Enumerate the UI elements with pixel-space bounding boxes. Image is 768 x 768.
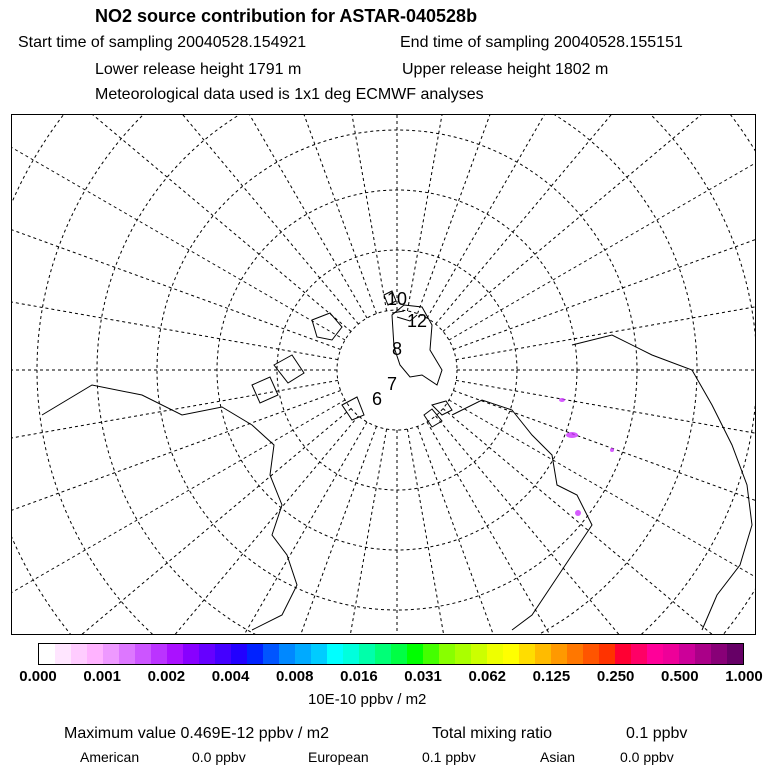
meridian-line bbox=[12, 380, 338, 526]
colorbar-segment bbox=[199, 644, 215, 664]
colorbar-segment bbox=[599, 644, 615, 664]
colorbar-tick-label: 0.000 bbox=[19, 668, 57, 685]
colorbar-segment bbox=[343, 644, 359, 664]
meridian-line bbox=[12, 115, 345, 340]
concentration-patch bbox=[575, 510, 581, 516]
polar-map bbox=[12, 115, 755, 634]
colorbar-segment bbox=[391, 644, 407, 664]
colorbar-segment bbox=[279, 644, 295, 664]
total-mixing-value: 0.1 ppbv bbox=[626, 725, 688, 742]
contour-label: 7 bbox=[387, 374, 398, 394]
meridian-line bbox=[12, 214, 338, 360]
meridian-line bbox=[12, 115, 358, 324]
asia-coastline bbox=[572, 335, 752, 630]
colorbar-segment bbox=[695, 644, 711, 664]
colorbar-segment bbox=[679, 644, 695, 664]
colorbar-tick-label: 0.001 bbox=[83, 668, 121, 685]
map-panel bbox=[11, 114, 756, 635]
colorbar-segment bbox=[423, 644, 439, 664]
colorbar-tick-label: 0.500 bbox=[661, 668, 699, 685]
meridian-line bbox=[418, 115, 705, 314]
colorbar-segment bbox=[39, 644, 55, 664]
end-time-label: End time of sampling 20040528.155151 bbox=[400, 34, 683, 51]
meridian-line bbox=[241, 429, 387, 634]
colorbar-tick-label: 0.125 bbox=[532, 668, 571, 685]
contour-label: 8 bbox=[392, 339, 403, 359]
colorbar-segment bbox=[311, 644, 327, 664]
meridian-line bbox=[427, 115, 755, 318]
meridian-line bbox=[436, 416, 755, 634]
meridian-line bbox=[241, 115, 387, 311]
american-value: 0.0 ppbv bbox=[192, 749, 246, 765]
colorbar-segment bbox=[455, 644, 471, 664]
colorbar-segment bbox=[551, 644, 567, 664]
meridian-line bbox=[449, 400, 755, 634]
colorbar-segment bbox=[231, 644, 247, 664]
asian-value: 0.0 ppbv bbox=[620, 749, 674, 765]
meridian-line bbox=[89, 426, 376, 634]
colorbar-tick-label: 1.000 bbox=[725, 668, 763, 685]
meridian-line bbox=[456, 214, 755, 360]
colorbar-segment bbox=[439, 644, 455, 664]
north-america-coastline bbox=[42, 385, 297, 630]
colorbar-segment bbox=[519, 644, 535, 664]
colorbar-segment bbox=[215, 644, 231, 664]
concentration-patch bbox=[610, 448, 614, 452]
meridian-line bbox=[12, 115, 341, 349]
colorbar-segment bbox=[119, 644, 135, 664]
colorbar-unit-label: 10E-10 ppbv / m2 bbox=[308, 691, 427, 708]
european-value: 0.1 ppbv bbox=[422, 749, 476, 765]
colorbar-segment bbox=[87, 644, 103, 664]
colorbar-segment bbox=[151, 644, 167, 664]
colorbar-tick-label: 0.031 bbox=[404, 668, 442, 685]
asian-label: Asian bbox=[540, 749, 576, 765]
colorbar-tick-label: 0.016 bbox=[340, 668, 378, 685]
colorbar-tick-label: 0.062 bbox=[468, 668, 507, 685]
meridian-line bbox=[453, 391, 755, 634]
upper-height-label: Upper release height 1802 m bbox=[402, 61, 609, 78]
colorbar-segment bbox=[487, 644, 503, 664]
canada-islands-coastline bbox=[252, 313, 342, 403]
colorbar-segment bbox=[55, 644, 71, 664]
concentration-patch bbox=[566, 432, 578, 438]
map-title: NO2 source contribution for ASTAR-040528b bbox=[95, 6, 478, 26]
contour-label: 12 bbox=[407, 311, 428, 331]
colorbar-segment bbox=[247, 644, 263, 664]
meridian-line bbox=[12, 416, 358, 634]
colorbar-segment bbox=[135, 644, 151, 664]
total-mixing-label: Total mixing ratio bbox=[432, 725, 553, 742]
start-time-label: Start time of sampling 20040528.154921 bbox=[18, 34, 307, 51]
american-label: American bbox=[80, 749, 140, 765]
colorbar-segment bbox=[615, 644, 631, 664]
colorbar-segment bbox=[567, 644, 583, 664]
colorbar-segment bbox=[71, 644, 87, 664]
concentration-patches bbox=[559, 398, 614, 516]
lower-height-label: Lower release height 1791 m bbox=[95, 61, 302, 78]
meridian-line bbox=[443, 115, 755, 331]
concentration-patch bbox=[559, 398, 565, 402]
colorbar-tick-label: 0.002 bbox=[147, 668, 186, 685]
colorbar-segment bbox=[295, 644, 311, 664]
meridian-line bbox=[89, 115, 376, 314]
colorbar-segment bbox=[327, 644, 343, 664]
meridian-line bbox=[12, 400, 345, 634]
colorbar-tick-label: 0.008 bbox=[275, 668, 314, 685]
meridian-line bbox=[12, 422, 367, 634]
colorbar-segment bbox=[375, 644, 391, 664]
colorbar-segment bbox=[583, 644, 599, 664]
contour-label: 10 bbox=[387, 289, 408, 309]
colorbar-segment bbox=[103, 644, 119, 664]
meridian-line bbox=[407, 429, 553, 634]
colorbar bbox=[38, 643, 744, 665]
latitude-circle bbox=[12, 115, 755, 634]
max-value-label: Maximum value 0.469E-12 ppbv / m2 bbox=[64, 725, 330, 742]
colorbar-segment bbox=[167, 644, 183, 664]
colorbar-segment bbox=[503, 644, 519, 664]
meridian-line bbox=[453, 115, 755, 349]
met-data-label: Meteorological data used is 1x1 deg ECMWF analyses bbox=[95, 86, 484, 103]
colorbar-segment bbox=[471, 644, 487, 664]
contour-label: 6 bbox=[372, 389, 383, 409]
meridian-line bbox=[418, 426, 705, 634]
colorbar-segment bbox=[663, 644, 679, 664]
colorbar-segment bbox=[727, 644, 743, 664]
meridian-line bbox=[443, 409, 755, 634]
latitude-circle bbox=[12, 115, 755, 634]
colorbar-segment bbox=[647, 644, 663, 664]
meridian-line bbox=[449, 115, 755, 340]
european-label: European bbox=[308, 749, 369, 765]
meridian-line bbox=[12, 115, 367, 318]
meridian-line bbox=[407, 115, 553, 311]
colorbar-segment bbox=[535, 644, 551, 664]
colorbar-tick-label: 0.004 bbox=[211, 668, 250, 685]
colorbar-segment bbox=[183, 644, 199, 664]
meridian-line bbox=[427, 422, 755, 634]
meridian-line bbox=[12, 391, 341, 634]
colorbar-segment bbox=[359, 644, 375, 664]
colorbar-segment bbox=[711, 644, 727, 664]
colorbar-segment bbox=[631, 644, 647, 664]
colorbar-segment bbox=[407, 644, 423, 664]
colorbar-segment bbox=[263, 644, 279, 664]
colorbar-tick-label: 0.250 bbox=[596, 668, 635, 685]
